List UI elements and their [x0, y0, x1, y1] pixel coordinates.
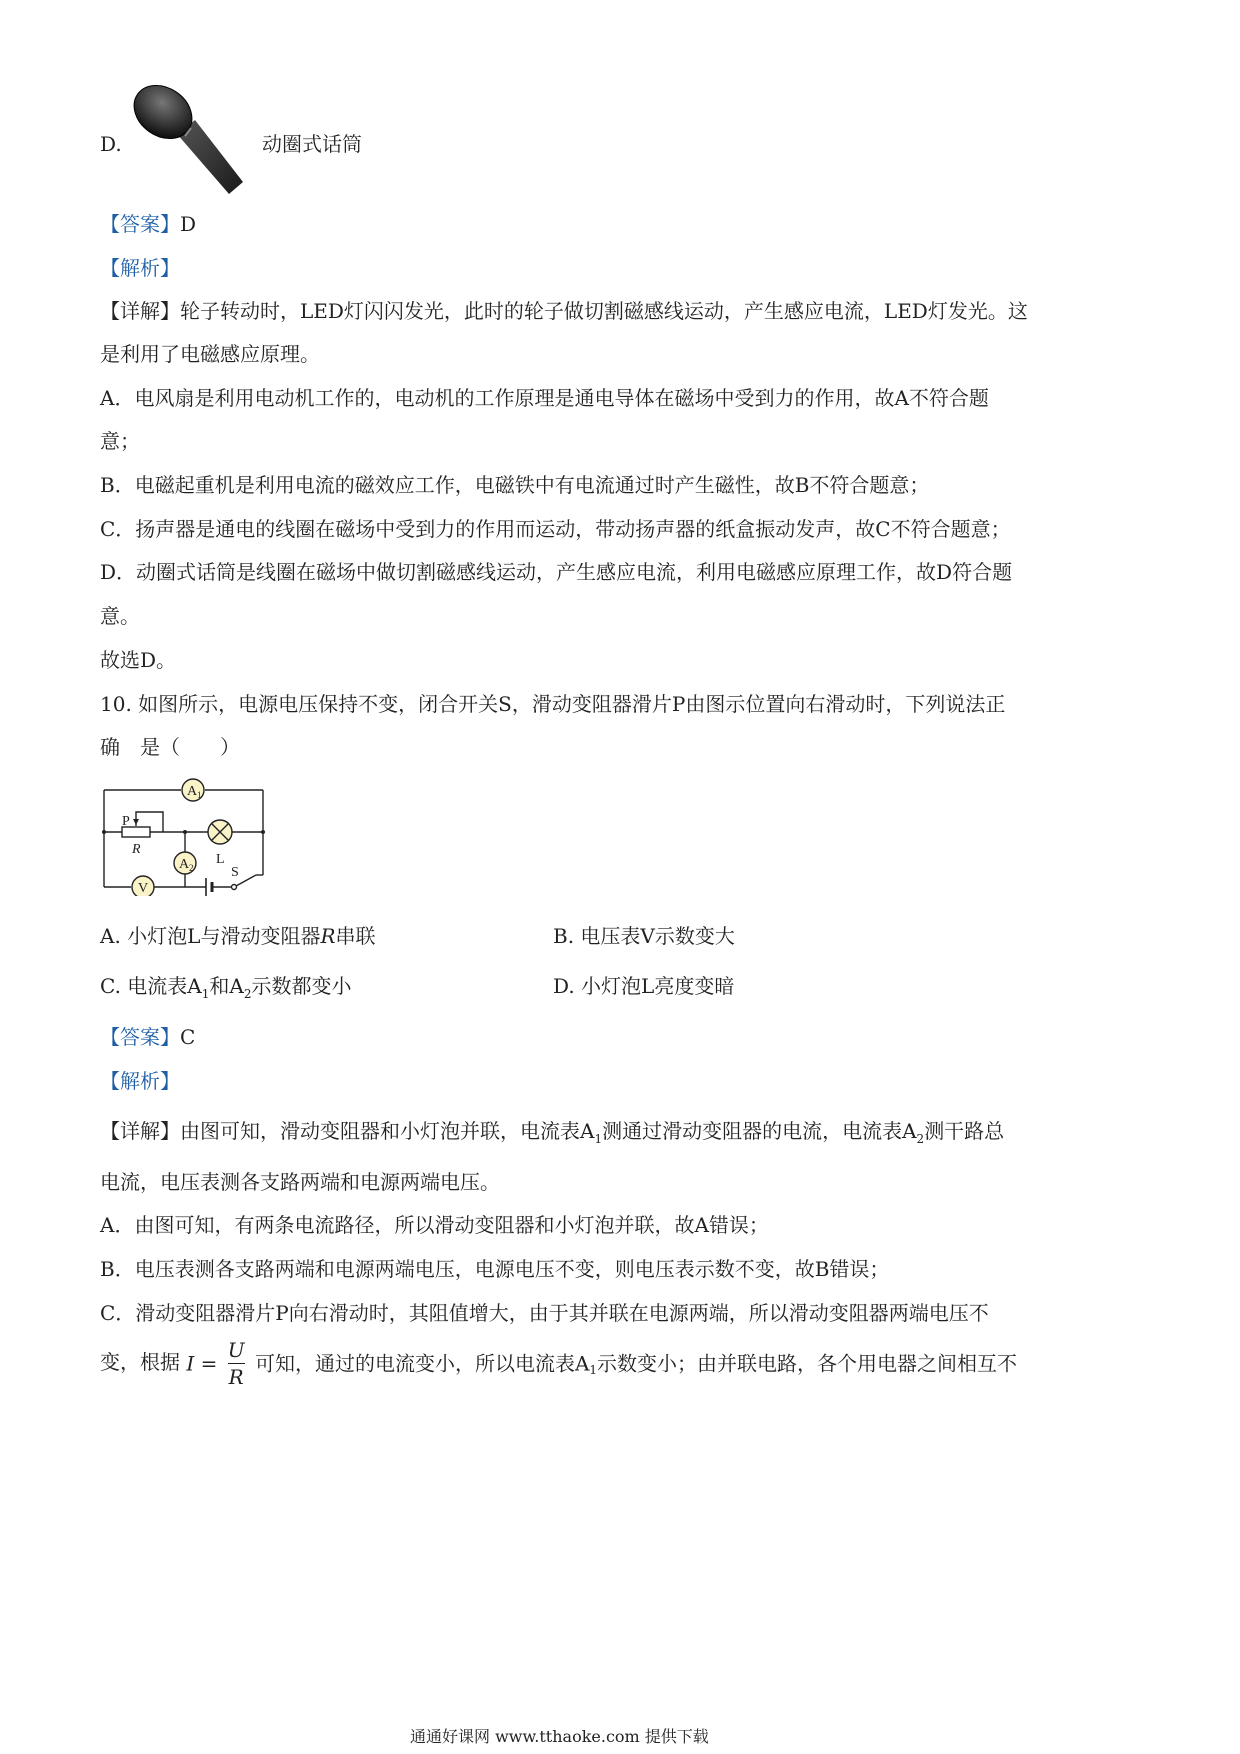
q10-detail-sub-2: 2	[916, 1132, 925, 1146]
option-c-text: C. 电流表A	[100, 974, 202, 998]
option-d-caption: 动圈式话筒	[262, 132, 362, 156]
q10-detail-tag: 【详解】	[100, 1119, 180, 1143]
question-10-line-1: 10. 如图所示，电源电压保持不变，闭合开关S，滑动变阻器滑片P由图示位置向右滑动时，下列说法正	[100, 692, 1006, 716]
option-c	[100, 972, 351, 1008]
ammeter-a1-sub: 1	[197, 790, 202, 800]
detail-tag: 【详解】	[100, 299, 180, 323]
circuit-diagram	[98, 774, 270, 896]
slider-label-p: P	[122, 814, 130, 829]
voltmeter-label: V	[138, 881, 149, 896]
analysis-tag: 【解析】	[100, 256, 180, 280]
detail-option-a-2: 意；	[100, 429, 140, 453]
rheostat-label-r: R	[132, 842, 141, 857]
ammeter-a2-label: A	[179, 857, 190, 872]
detail-text: 轮子转动时，LED灯闪闪发光，此时的轮子做切割磁感线运动，产生感应电流，LED灯发光。这	[180, 299, 1028, 323]
q10-analysis-tag: 【解析】	[100, 1069, 180, 1093]
q10-answer-tag: 【答案】	[100, 1025, 180, 1049]
fraction-bar	[228, 1363, 245, 1364]
option-a	[100, 922, 376, 950]
answer-tag: 【答案】	[100, 212, 180, 236]
option-d-label: D.	[100, 132, 122, 156]
answer-value: D	[180, 212, 197, 236]
detail-option-a-1: A．电风扇是利用电动机工作的，电动机的工作原理是通电导体在磁场中受到力的作用，故A不符合题	[100, 386, 989, 410]
formula-fraction	[228, 1338, 245, 1389]
detail-line-1	[100, 297, 1028, 325]
q10-detail-text-c: 测干路总	[924, 1119, 1005, 1143]
option-b: B. 电压表V示数变大	[553, 924, 735, 948]
footer-text: 通通好课网 www.tthaoke.com 提供下载	[410, 1727, 709, 1746]
detail-choose: 故选D。	[100, 648, 177, 672]
ammeter-a2-sub: 2	[189, 863, 194, 873]
switch-pivot	[232, 885, 237, 890]
q10-c2-post: 示数变小；由并联电路，各个用电器之间相互不	[597, 1351, 1018, 1376]
slider-arrow	[133, 819, 139, 825]
formula-lhs: I =	[186, 1351, 218, 1376]
switch-blade	[236, 875, 256, 886]
q10-detail-sub-1: 1	[594, 1132, 603, 1146]
detail-option-d-2: 意。	[100, 604, 140, 628]
option-d: D. 小灯泡L亮度变暗	[553, 974, 735, 998]
detail-option-d-1: D．动圈式话筒是线圈在磁场中做切割磁感线运动，产生感应电流，利用电磁感应原理工作，故D符合题	[100, 560, 1013, 584]
option-a-post: 串联	[335, 924, 376, 948]
detail-line-2: 是利用了电磁感应原理。	[100, 342, 320, 366]
lamp-label-l: L	[216, 852, 225, 867]
q10-detail-option-b: B．电压表测各支路两端和电源两端电压，电源电压不变，则电压表示数不变，故B错误；	[100, 1257, 890, 1281]
q10-detail-text-a: 由图可知，滑动变阻器和小灯泡并联，电流表A	[180, 1119, 595, 1143]
q10-detail-option-a: A．由图可知，有两条电流路径，所以滑动变阻器和小灯泡并联，故A错误；	[100, 1213, 769, 1237]
q10-c2-sub: 1	[589, 1363, 598, 1377]
q10-c2-mid: 可知，通过的电流变小，所以电流表A	[254, 1351, 590, 1376]
q10-detail-option-c-1: C．滑动变阻器滑片P向右滑动时，其阻值增大，由于其并联在电源两端，所以滑动变阻器两端电压不	[100, 1301, 989, 1325]
option-c-sub-2: 2	[243, 987, 252, 1001]
option-a-text: A. 小灯泡L与滑动变阻器	[100, 924, 321, 948]
option-a-var: R	[320, 924, 336, 948]
option-c-sub-1: 1	[201, 987, 210, 1001]
option-c-post: 示数都变小	[251, 974, 352, 998]
detail-option-b: B．电磁起重机是利用电流的磁效应工作，电磁铁中有电流通过时产生磁性，故B不符合题意；	[100, 473, 930, 497]
option-c-mid: 和A	[209, 974, 244, 998]
q10-detail-text-b: 测通过滑动变阻器的电流，电流表A	[602, 1119, 917, 1143]
q10-detail-line-1	[100, 1117, 1004, 1153]
q10-detail-line-2: 电流，电压表测各支路两端和电源两端电压。	[100, 1170, 500, 1194]
switch-label-s: S	[231, 865, 239, 880]
q10-detail-option-c-2	[100, 1338, 1017, 1389]
formula-numerator: U	[227, 1338, 245, 1362]
q10-answer-value: C	[180, 1025, 196, 1049]
answer-line	[100, 210, 196, 238]
formula-denominator: R	[228, 1365, 244, 1389]
ammeter-a1-label: A	[187, 784, 198, 799]
question-10-line-2: 确 是（ ）	[100, 735, 240, 759]
microphone-icon	[125, 82, 255, 200]
q10-answer-line	[100, 1023, 195, 1051]
detail-option-c: C．扬声器是通电的线圈在磁场中受到力的作用而运动，带动扬声器的纸盒振动发声，故C不符合题意；	[100, 517, 1011, 541]
q10-c2-pre: 变，根据	[100, 1350, 180, 1374]
